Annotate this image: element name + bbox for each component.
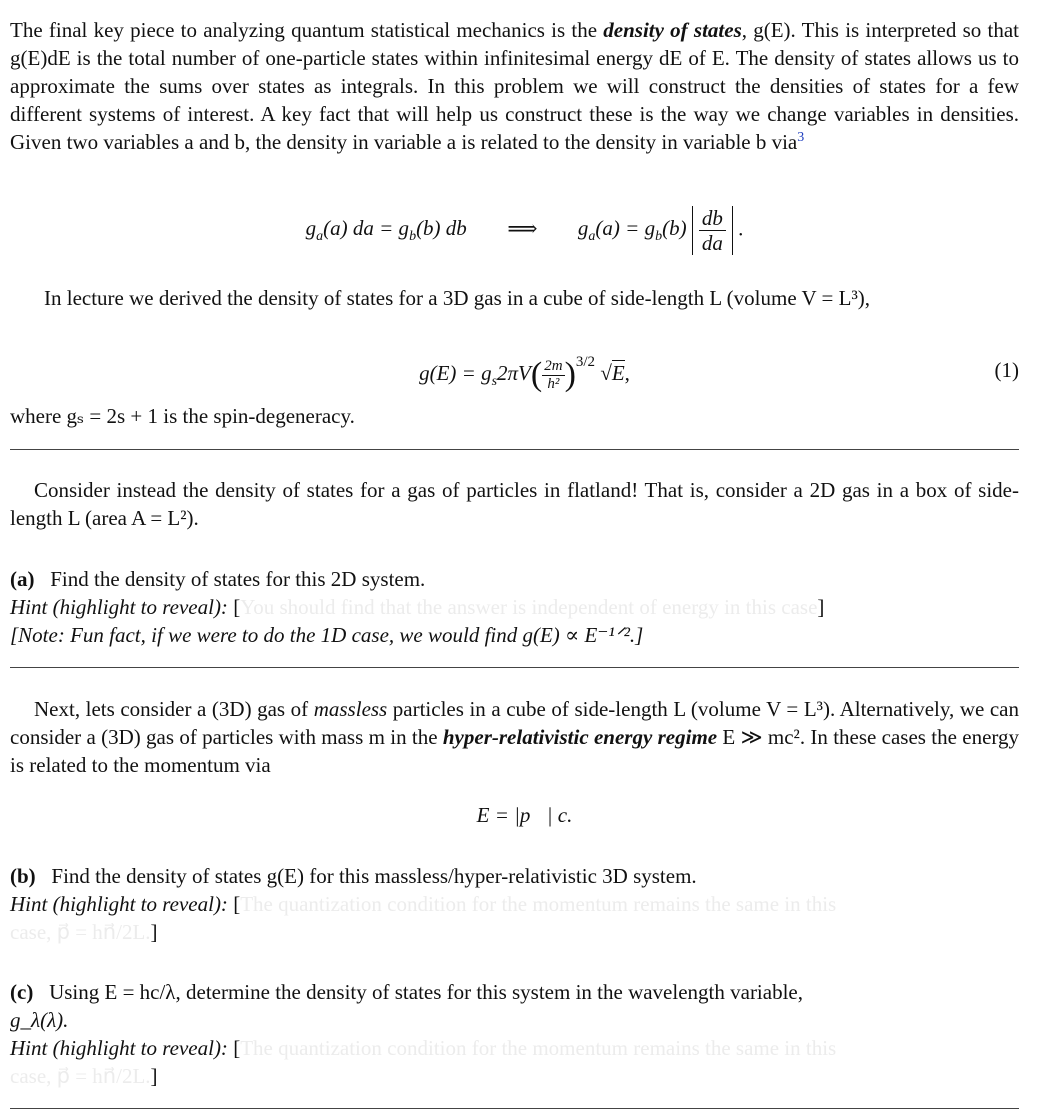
spin-degeneracy-note: where gₛ = 2s + 1 is the spin-degeneracy. bbox=[10, 404, 355, 428]
lecture-paragraph: In lecture we derived the density of states for a 3D gas in a cube of side-length L (volume V = L³), bbox=[44, 286, 871, 310]
part-c-question bbox=[10, 978, 1019, 1006]
intro-text-a: The final key piece to analyzing quantum statistical mechanics is the bbox=[10, 18, 604, 42]
divider-3 bbox=[10, 1108, 1019, 1109]
part-b-hint: Hint (highlight to reveal): [The quantization condition for the momentum remains the same in this bbox=[10, 892, 837, 916]
massless-text-c: E ≫ mc². In these cases the energy is related to the momentum via bbox=[10, 725, 1020, 777]
part-c-question-line2 bbox=[10, 1006, 1019, 1034]
part-b-hint-line2: case, p⃗ = hn⃗/2L.] bbox=[10, 920, 158, 944]
eq-suffix: . bbox=[738, 216, 744, 241]
intro-text-b: , g(E). This is interpreted so that g(E)dE is the total number of one-particle states within infinitesimal energy dE of E. The density of states allows us to approximate the sums over states as integrals. In this problem we will construct the densities of states for a few different systems of interest. A key fact that will help us construct these is the way we change variables in densities. Given two variables a and b, the density in variable a is related to the density in variable b via bbox=[10, 18, 1019, 154]
change-of-variables-equation bbox=[0, 206, 1049, 255]
part-a-hint: Hint (highlight to reveal): [You should find that the answer is independent of energy in this case] bbox=[10, 595, 825, 619]
part-c-hint-hidden-text-2[interactable]: case, p⃗ = hn⃗/2L. bbox=[10, 1064, 151, 1088]
massless-text-a: Next, lets consider a (3D) gas of bbox=[34, 697, 314, 721]
massless-text-b: particles in a cube of side-length L (volume V = L³). Alternatively, we can consider a (3D) gas of particles with mass m in the bbox=[10, 697, 1020, 749]
part-b-text: Find the density of states g(E) for this massless/hyper-relativistic 3D system. bbox=[51, 864, 697, 888]
part-a-hint-hidden-text[interactable]: You should find that the answer is independent of energy in this case bbox=[240, 595, 818, 619]
part-b-label: (b) bbox=[10, 864, 36, 888]
part-c-label: (c) bbox=[10, 980, 34, 1004]
part-a-label: (a) bbox=[10, 567, 35, 591]
part-a-note-text: [Note: Fun fact, if we were to do the 1D case, we would find g(E) ∝ E⁻¹ᐟ².] bbox=[10, 623, 644, 647]
divider-2 bbox=[10, 667, 1019, 668]
part-b-hint-label: Hint (highlight to reveal): bbox=[10, 892, 228, 916]
footnote-link[interactable]: 3 bbox=[797, 130, 805, 145]
flatland-paragraph: Consider instead the density of states for a gas of particles in flatland! That is, consider a 2D gas in a box of side-length L (area A = L²). bbox=[10, 478, 1019, 530]
part-b-hint-hidden-text-1[interactable]: The quantization condition for the momentum remains the same in this bbox=[240, 892, 837, 916]
hyper-relativistic-term: hyper-relativistic energy regime bbox=[442, 725, 718, 749]
massless-word: massless bbox=[313, 697, 388, 721]
frac-den: da bbox=[701, 231, 723, 255]
density-of-states-term: density of states bbox=[603, 18, 742, 42]
massless-paragraph bbox=[10, 695, 1019, 779]
part-a-hint-label: Hint (highlight to reveal): bbox=[10, 595, 228, 619]
part-a-text: Find the density of states for this 2D system. bbox=[50, 567, 426, 591]
intro-paragraph bbox=[10, 16, 1019, 156]
abs-derivative bbox=[692, 206, 733, 255]
eq-lhs: $g_a(a)$ da = $g_b(b)$ db bbox=[305, 216, 467, 245]
part-c-hint-hidden-text-1[interactable]: The quantization condition for the momentum remains the same in this bbox=[240, 1036, 837, 1060]
part-c-text-1: Using E = hc/λ, determine the density of states for this system in the wavelength variable, bbox=[49, 980, 803, 1004]
part-b-question bbox=[10, 862, 1019, 890]
energy-momentum-equation: E = |p⃗| c. bbox=[476, 803, 573, 827]
divider-1 bbox=[10, 449, 1019, 450]
part-c-text-2: g_λ(λ). bbox=[10, 1008, 69, 1032]
part-c-hint: Hint (highlight to reveal): [The quantization condition for the momentum remains the same in this bbox=[10, 1036, 837, 1060]
part-c-hint-line2: case, p⃗ = hn⃗/2L.] bbox=[10, 1064, 158, 1088]
part-a-question bbox=[10, 565, 1019, 593]
implies-arrow: ⟹ bbox=[507, 216, 538, 241]
frac-num: db bbox=[699, 206, 726, 231]
part-b-hint-hidden-text-2[interactable]: case, p⃗ = hn⃗/2L. bbox=[10, 920, 151, 944]
density-3d-equation: $g(E) = g_s2\pi V$( $\frac{2m}{\text{h²}}$ )$^{3/2}$ √E, bbox=[419, 354, 630, 394]
eq-rhs: $g_a(a) = g_b(b)$ bbox=[577, 216, 687, 245]
part-a-note bbox=[10, 621, 1019, 649]
equation-number: (1) bbox=[994, 358, 1019, 382]
part-c-hint-label: Hint (highlight to reveal): bbox=[10, 1036, 228, 1060]
